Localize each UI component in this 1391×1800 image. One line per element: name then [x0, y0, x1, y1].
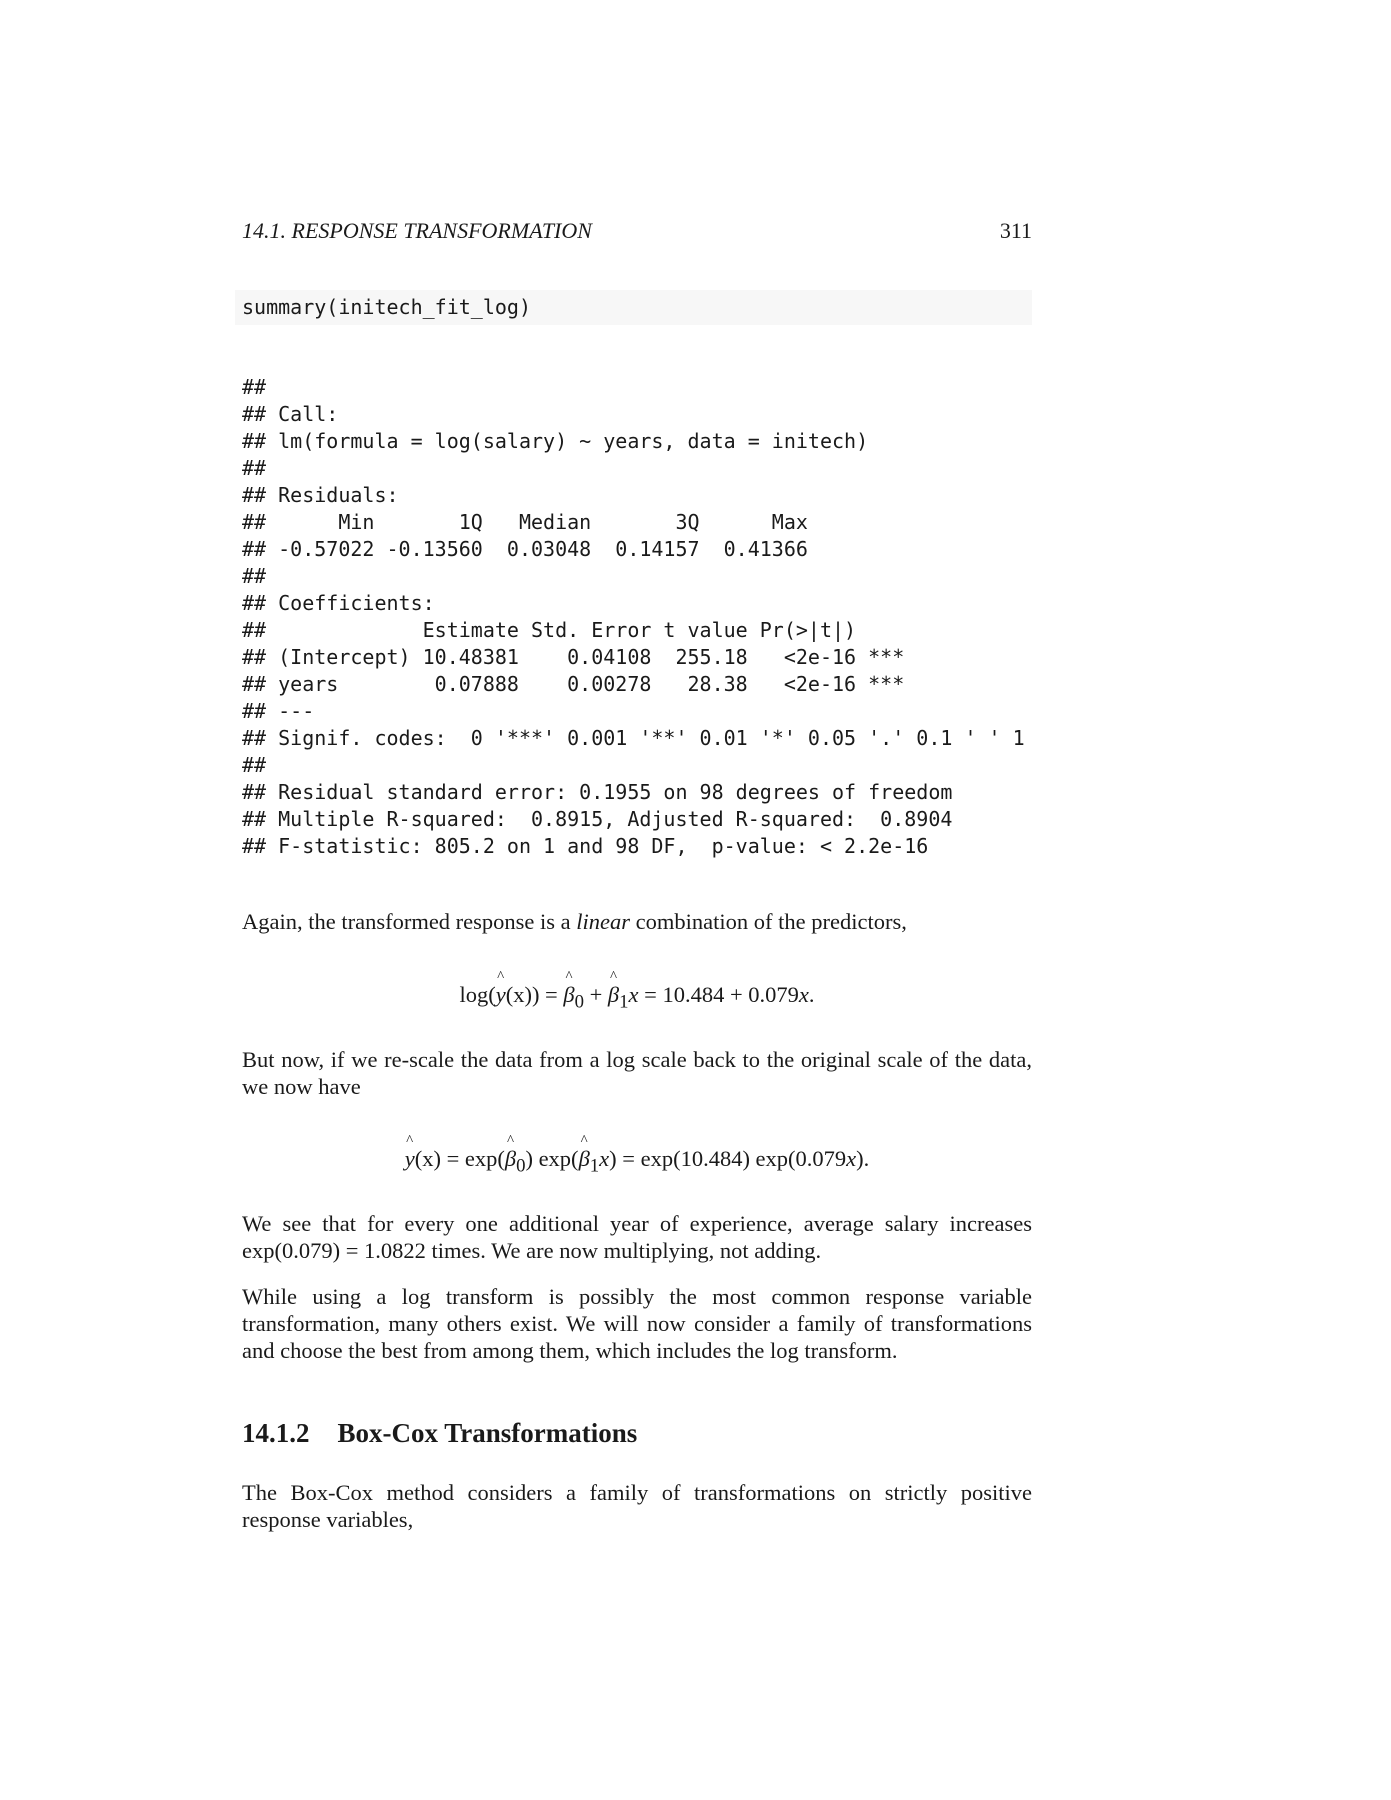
subscript-0: 0 — [516, 1155, 526, 1177]
subscript-1: 1 — [619, 991, 629, 1013]
eq-text: = 10.484 + 0.079 — [638, 982, 799, 1007]
subscript-0: 0 — [574, 991, 584, 1013]
eq-text: (x)) = — [505, 982, 564, 1007]
subscript-1: 1 — [589, 1155, 600, 1177]
var-x: x — [599, 1146, 610, 1171]
y-hat: ^ y — [405, 1146, 415, 1172]
section-number: 14.1.2 — [242, 1418, 310, 1448]
paragraph-text: Again, the transformed response is a — [242, 909, 577, 934]
paragraph-text: combination of the predictors, — [630, 909, 907, 934]
paragraph-rescale: But now, if we re-scale the data from a log scale back to the original scale of the data, we now have — [242, 1047, 1032, 1099]
paragraph-transform-family: While using a log transform is possibly the most common response variable transformation, many others exist. We will now consider a family of transformations and choose the best from among them, which includes the log transform. — [242, 1284, 1032, 1363]
running-header — [242, 218, 1032, 244]
document-page — [242, 0, 1032, 1800]
section-running-title: 14.1. RESPONSE TRANSFORMATION — [242, 218, 592, 243]
var-x: x — [798, 982, 809, 1007]
paragraph-linear-combination — [242, 908, 1032, 935]
eq-text: . — [808, 982, 815, 1007]
eq-text: ) = exp(10.484) exp(0.079 — [609, 1146, 847, 1171]
paragraph-interpretation: We see that for every one additional year of experience, average salary increases exp(0.079) = 1.0822 times. We are now multiplying, not adding. — [242, 1211, 1032, 1263]
y-hat: ^ y — [496, 982, 506, 1008]
beta-hat-0: ^ β — [563, 982, 574, 1008]
code-input-block: summary(initech_fit_log) — [235, 290, 1032, 325]
section-heading — [242, 1418, 637, 1449]
equation-exp-model — [242, 1146, 1032, 1178]
equation-log-model — [242, 982, 1032, 1014]
var-x: x — [628, 982, 639, 1007]
paragraph-box-cox-intro: The Box-Cox method considers a family of transformations on strictly positive response variables, — [242, 1480, 1032, 1532]
page-number: 311 — [999, 218, 1032, 243]
beta-hat-1: ^ β — [579, 1146, 590, 1172]
var-x: x — [846, 1146, 857, 1171]
beta-hat-0: ^ β — [505, 1146, 516, 1172]
eq-text: ) exp( — [525, 1146, 579, 1171]
eq-text: ). — [856, 1146, 870, 1171]
emphasis-linear: linear — [576, 909, 631, 934]
code-output-block: ## ## Call: ## lm(formula = log(salary) ~ years, data = initech) ## ## Residuals: ## Min 1Q Median 3Q Max ## -0.57022 -0.13560 0.03048 0.14157 0.41366 ## ## Coefficients: ## Estimate Std. Error t value Pr(>|t|) ## (Intercept) 10.48381 0.04108 255.18 <2e-16 *** ## years 0.07888 0.00278 28.38 <2e-16 *** ## --- ## Signif. codes: 0 '***' 0.001 '**' 0.01 '*' 0.05 '.' 0.1 ' ' 1 ## ## Residual standard error: 0.1955 on 98 degrees of freedom ## Multiple R-squared: 0.8915, Adjusted R-squared: 0.8904 ## F-statistic: 805.2 on 1 and 98 DF, p-value: < 2.2e-16 — [242, 375, 1025, 858]
eq-text: log( — [459, 982, 496, 1007]
eq-text: (x) = exp( — [414, 1146, 505, 1171]
section-title: Box-Cox Transformations — [337, 1418, 638, 1448]
beta-hat-1: ^ β — [608, 982, 619, 1008]
eq-text: + — [583, 982, 608, 1007]
